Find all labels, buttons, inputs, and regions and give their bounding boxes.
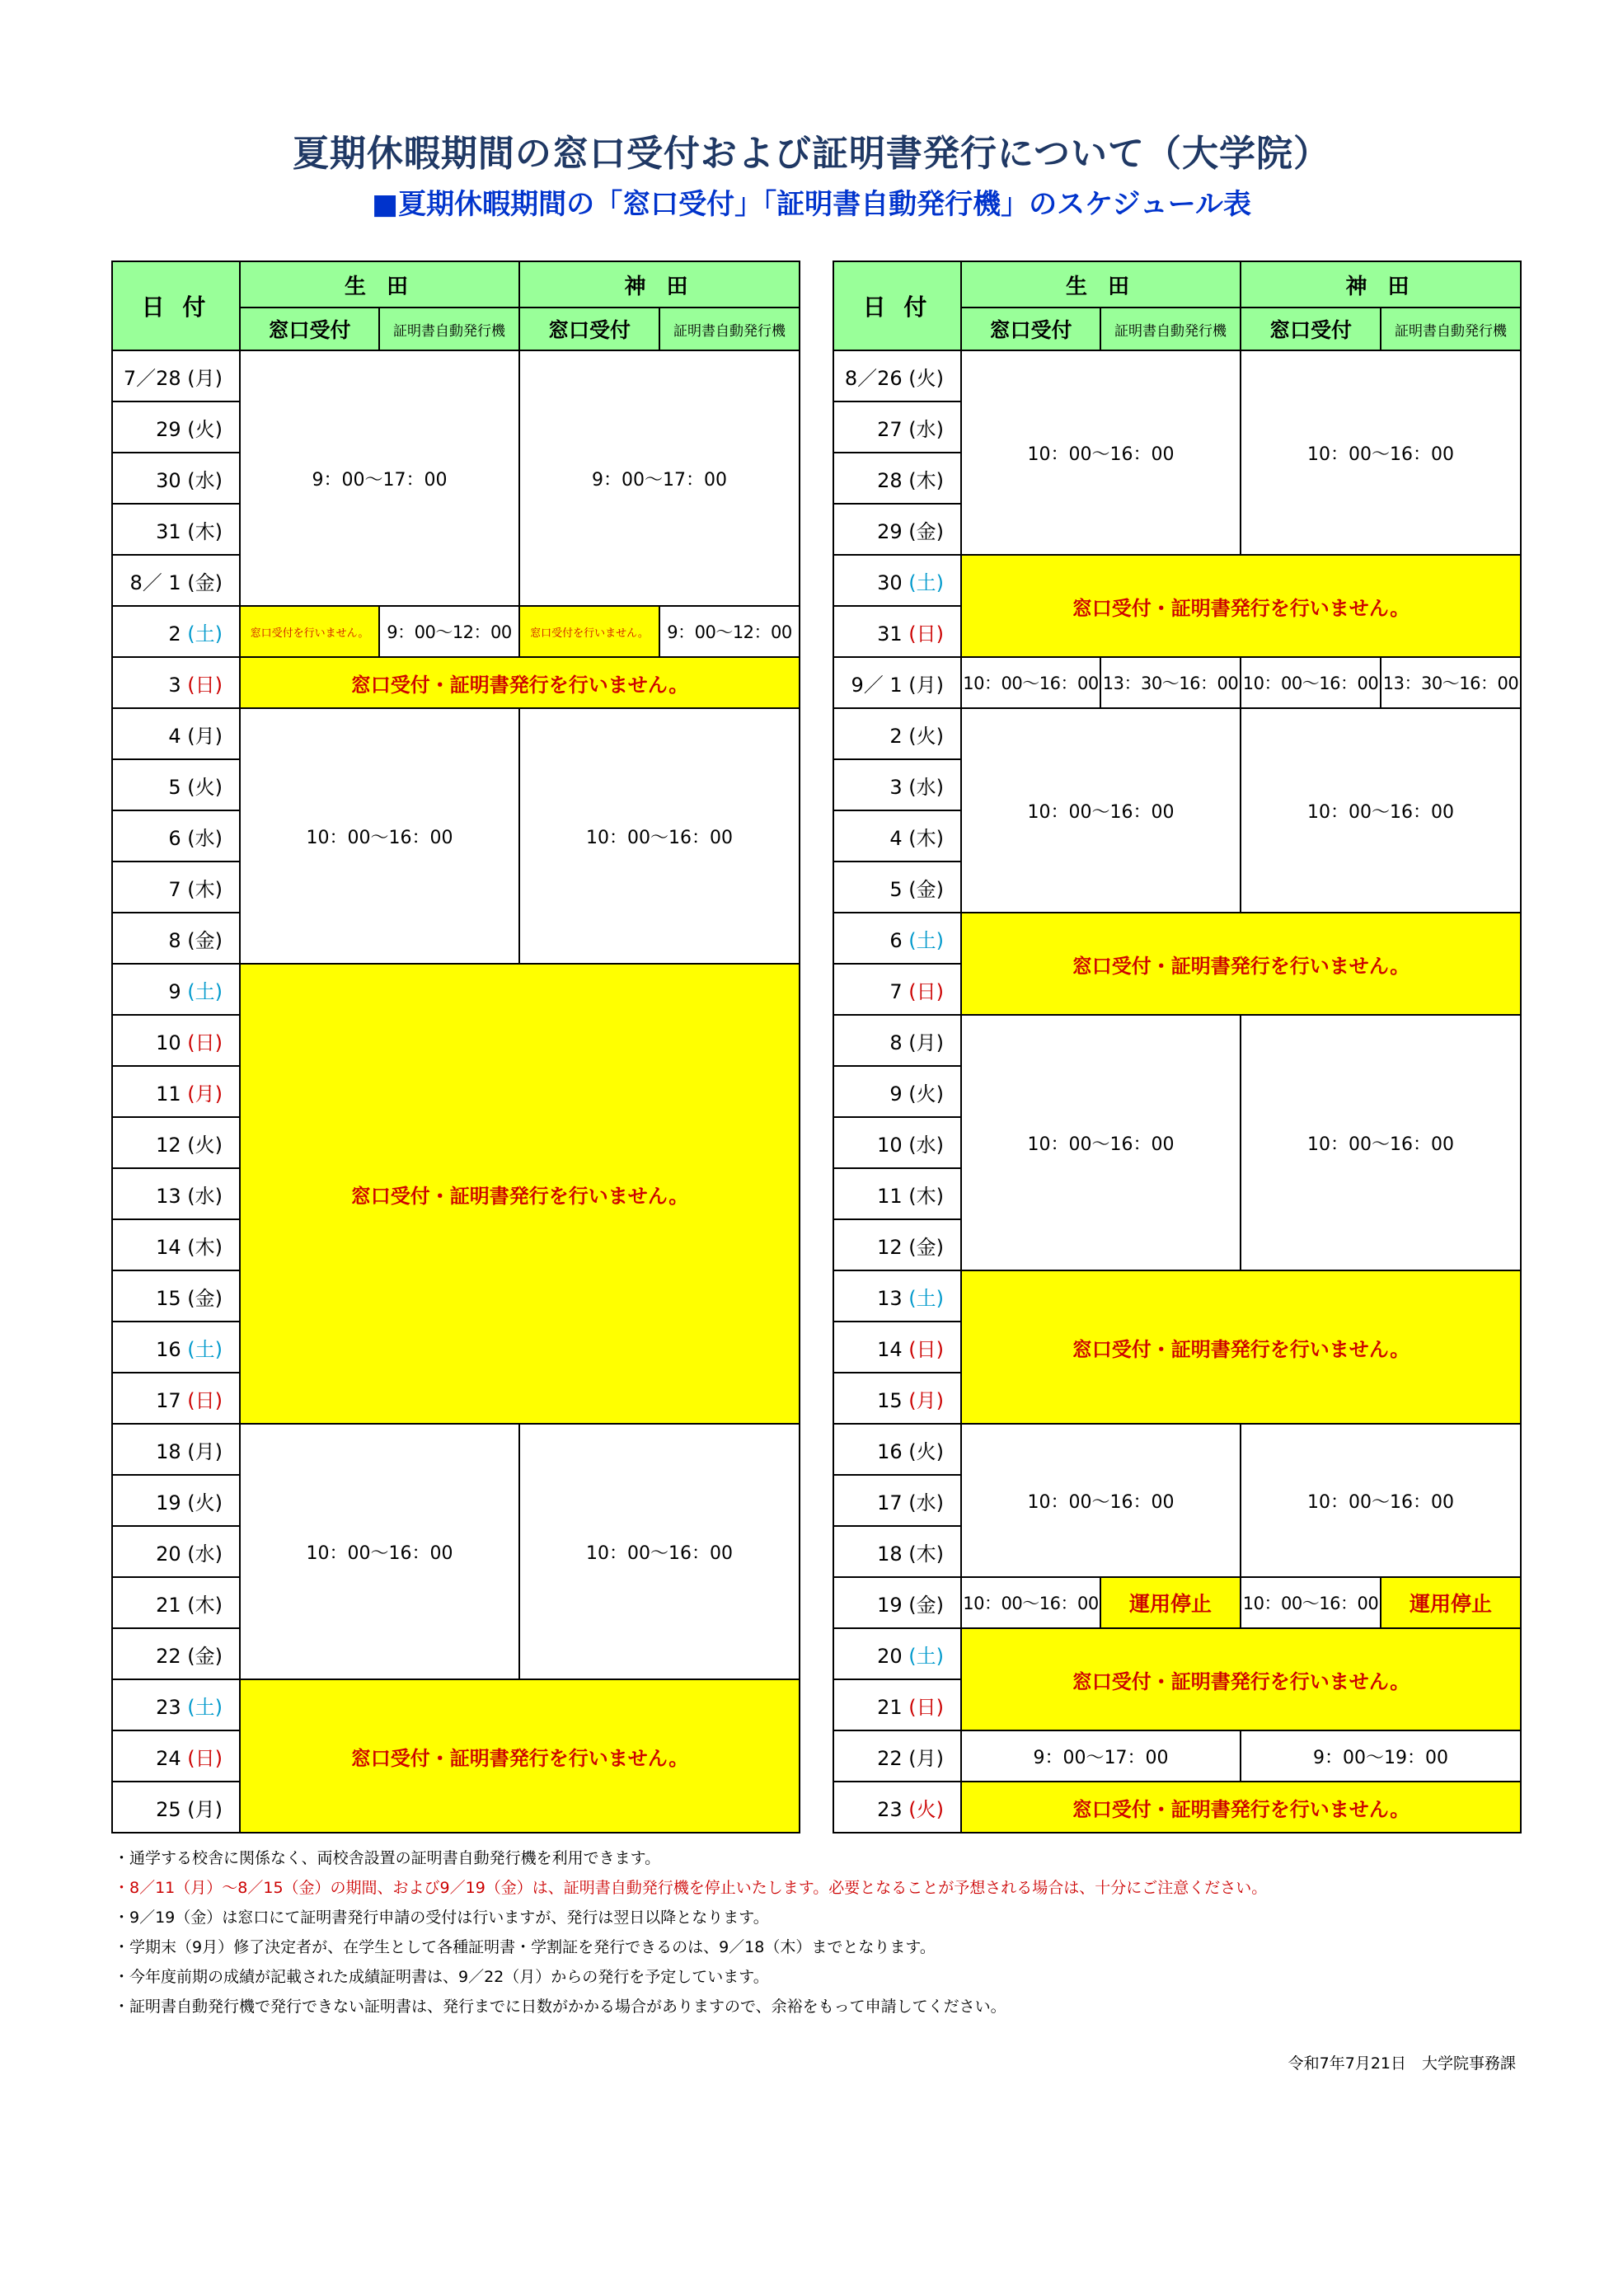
date-weekday: (水) [908, 1133, 944, 1157]
date-day: 19 [877, 1593, 909, 1617]
date-cell [833, 862, 961, 913]
date-day: 20 [877, 1644, 909, 1668]
date-weekday: (金) [908, 1593, 944, 1617]
closed-cell: 窓口受付・証明書発行を行いません。 [961, 1628, 1521, 1730]
date-weekday: (月) [908, 1388, 944, 1412]
header-window-ikuta: 窓口受付 [961, 308, 1100, 350]
schedule-cell-ikuta: 10：00～16：00 [961, 350, 1241, 555]
date-day: 30 [156, 468, 188, 492]
date-cell [833, 504, 961, 555]
date-cell [833, 555, 961, 606]
date-cell [112, 1782, 240, 1833]
date-day: 7 [889, 979, 909, 1003]
date-day: 15 [156, 1286, 188, 1310]
date-weekday: (水) [908, 1491, 944, 1514]
schedule-cell-ikuta: 10：00～16：00 [961, 1424, 1241, 1577]
date-day: 6 [168, 826, 188, 850]
date-day: 12 [877, 1235, 909, 1259]
date-day: 19 [156, 1491, 188, 1514]
date-weekday: (月) [187, 1439, 223, 1463]
closed-cell: 窓口受付・証明書発行を行いません。 [961, 1270, 1521, 1424]
date-cell [112, 606, 240, 657]
date-weekday: (日) [187, 1746, 223, 1770]
date-cell [112, 964, 240, 1015]
date-day: 29 [877, 519, 909, 543]
date-weekday: (金) [908, 519, 944, 543]
date-day: 13 [877, 1286, 909, 1310]
date-weekday: (木) [187, 1593, 223, 1617]
date-day: 17 [156, 1388, 188, 1412]
date-day: 31 [156, 519, 188, 543]
date-weekday: (水) [187, 826, 223, 850]
date-cell [833, 1628, 961, 1679]
schedule-cell-kanda: 10：00～16：00 [1241, 1015, 1521, 1270]
date-weekday: (土) [187, 622, 223, 646]
date-day: 10 [156, 1031, 188, 1054]
date-day: 8 [889, 1031, 909, 1054]
closed-cell: 窓口受付・証明書発行を行いません。 [961, 555, 1521, 657]
date-cell [833, 1015, 961, 1066]
schedule-cell-ikuta: 10：00～16：00 [961, 708, 1241, 913]
note-item: ・証明書自動発行機で発行できない証明書は、発行までに日数がかかる場合がありますので、余裕をもって申請してください。 [114, 1998, 1006, 2016]
date-cell [833, 1219, 961, 1270]
date-day: 30 [877, 570, 909, 594]
date-weekday: (木) [908, 468, 944, 492]
date-cell [112, 453, 240, 504]
date-weekday: (月) [187, 724, 223, 748]
header-campus-kanda: 神 田 [1241, 261, 1521, 308]
date-weekday: (日) [908, 979, 944, 1003]
date-day: 29 [156, 417, 188, 441]
note-item: ・学期末（9月）修了決定者が、在学生として各種証明書・学割証を発行できるのは、9／18（木）までとなります。 [114, 1938, 936, 1956]
note-item: ・9／19（金）は窓口にて証明書発行申請の受付は行いますが、発行は翌日以降となります。 [114, 1909, 769, 1927]
note-item: ・通学する校舎に関係なく、両校舎設置の証明書自動発行機を利用できます。 [114, 1849, 661, 1867]
date-weekday: (火) [187, 1133, 223, 1157]
date-weekday: (木) [187, 877, 223, 901]
date-day: 12 [156, 1133, 188, 1157]
date-cell [833, 1730, 961, 1782]
date-day: 7／28 [123, 366, 188, 390]
date-cell [112, 1219, 240, 1270]
date-day: 3 [168, 673, 188, 697]
machine-cell-ikuta: 13：30～16：00 [1100, 657, 1241, 708]
date-cell [112, 1475, 240, 1526]
date-day: 24 [156, 1746, 188, 1770]
date-cell [112, 1679, 240, 1730]
date-weekday: (水) [187, 1184, 223, 1208]
schedule-cell-kanda: 10：00～16：00 [1241, 1424, 1521, 1577]
date-weekday: (金) [908, 1235, 944, 1259]
date-weekday: (土) [187, 1337, 223, 1361]
date-weekday: (火) [908, 1797, 944, 1821]
date-cell [833, 1782, 961, 1833]
date-weekday: (月) [908, 1746, 944, 1770]
closed-cell: 窓口受付・証明書発行を行いません。 [961, 1782, 1521, 1833]
date-weekday: (金) [187, 1286, 223, 1310]
date-weekday: (土) [908, 1286, 944, 1310]
date-day: 23 [156, 1695, 188, 1719]
no-window-cell-ikuta: 窓口受付を行いません。 [240, 606, 379, 657]
date-day: 17 [877, 1491, 909, 1514]
date-day: 23 [877, 1797, 909, 1821]
date-day: 4 [889, 826, 909, 850]
date-weekday: (月) [187, 366, 223, 390]
date-cell [112, 555, 240, 606]
schedule-cell-kanda: 10：00～16：00 [519, 708, 800, 964]
machine-cell-ikuta: 9：00～12：00 [379, 606, 519, 657]
date-day: 31 [877, 622, 909, 646]
date-day: 10 [877, 1133, 909, 1157]
closed-cell: 窓口受付・証明書発行を行いません。 [240, 964, 800, 1424]
schedule-cell-kanda: 10：00～16：00 [1241, 708, 1521, 913]
date-weekday: (木) [187, 519, 223, 543]
date-day: 13 [156, 1184, 188, 1208]
date-cell [112, 1373, 240, 1424]
header-window-ikuta: 窓口受付 [240, 308, 379, 350]
date-day: 27 [877, 417, 909, 441]
date-day: 16 [877, 1439, 909, 1463]
page-title: 夏期休暇期間の窓口受付および証明書発行について（大学院） [292, 133, 1331, 175]
date-cell [833, 913, 961, 964]
schedule-cell-kanda: 10：00～16：00 [1241, 350, 1521, 555]
date-cell [833, 964, 961, 1015]
date-weekday: (火) [908, 1439, 944, 1463]
date-day: 4 [168, 724, 188, 748]
date-weekday: (日) [187, 1388, 223, 1412]
date-weekday: (日) [187, 1031, 223, 1054]
date-day: 8 [168, 928, 188, 952]
header-window-kanda: 窓口受付 [1241, 308, 1381, 350]
date-cell [112, 1526, 240, 1577]
date-cell [112, 1270, 240, 1322]
machine-cell-kanda: 9：00～12：00 [659, 606, 800, 657]
schedule-cell-ikuta: 10：00～16：00 [240, 708, 519, 964]
header-date: 日 付 [833, 261, 961, 350]
date-cell [833, 1066, 961, 1117]
date-day: 22 [156, 1644, 188, 1668]
date-day: 14 [156, 1235, 188, 1259]
header-window-kanda: 窓口受付 [519, 308, 659, 350]
date-day: 21 [156, 1593, 188, 1617]
window-cell-kanda: 10：00～16：00 [1241, 1577, 1381, 1628]
closed-cell: 窓口受付・証明書発行を行いません。 [240, 1679, 800, 1833]
date-weekday: (火) [187, 1491, 223, 1514]
date-cell [833, 1526, 961, 1577]
schedule-cell-ikuta: 9：00～17：00 [961, 1730, 1241, 1782]
date-day: 11 [156, 1082, 188, 1106]
date-weekday: (金) [187, 928, 223, 952]
date-cell [112, 1117, 240, 1168]
window-cell-ikuta: 10：00～16：00 [961, 657, 1100, 708]
header-machine-ikuta: 証明書自動発行機 [379, 308, 519, 350]
note-item: ・今年度前期の成績が記載された成績証明書は、9／22（月）からの発行を予定しています。 [114, 1968, 769, 1986]
date-cell [112, 1168, 240, 1219]
closed-cell: 窓口受付・証明書発行を行いません。 [240, 657, 800, 708]
date-weekday: (日) [908, 1695, 944, 1719]
date-cell [112, 810, 240, 862]
date-cell [833, 759, 961, 810]
date-cell [112, 1730, 240, 1782]
date-day: 15 [877, 1388, 909, 1412]
header-campus-ikuta: 生 田 [240, 261, 519, 308]
date-cell [833, 1577, 961, 1628]
date-cell [112, 504, 240, 555]
date-cell [112, 759, 240, 810]
date-weekday: (火) [908, 724, 944, 748]
date-cell [833, 708, 961, 759]
date-weekday: (木) [187, 1235, 223, 1259]
date-weekday: (月) [187, 1797, 223, 1821]
date-weekday: (土) [908, 1644, 944, 1668]
date-weekday: (土) [908, 570, 944, 594]
date-cell [112, 1628, 240, 1679]
date-weekday: (日) [908, 1337, 944, 1361]
date-weekday: (木) [908, 1542, 944, 1566]
header-date: 日 付 [112, 261, 240, 350]
closed-cell: 窓口受付・証明書発行を行いません。 [961, 913, 1521, 1015]
date-cell [833, 1168, 961, 1219]
date-weekday: (日) [187, 673, 223, 697]
date-weekday: (金) [187, 570, 223, 594]
date-day: 3 [889, 775, 909, 799]
header-machine-kanda: 証明書自動発行機 [659, 308, 800, 350]
date-day: 2 [168, 622, 188, 646]
date-cell [112, 1322, 240, 1373]
date-day: 9 [889, 1082, 909, 1106]
date-cell [112, 657, 240, 708]
date-cell [833, 1373, 961, 1424]
date-weekday: (金) [908, 877, 944, 901]
date-weekday: (水) [187, 1542, 223, 1566]
date-day: 18 [156, 1439, 188, 1463]
date-day: 11 [877, 1184, 909, 1208]
date-weekday: (水) [908, 417, 944, 441]
header-machine-kanda: 証明書自動発行機 [1381, 308, 1521, 350]
date-weekday: (日) [908, 622, 944, 646]
date-weekday: (月) [908, 1031, 944, 1054]
date-day: 21 [877, 1695, 909, 1719]
header-campus-ikuta: 生 田 [961, 261, 1241, 308]
date-cell [112, 1066, 240, 1117]
date-cell [833, 606, 961, 657]
machine-stopped-cell-kanda: 運用停止 [1381, 1577, 1521, 1628]
date-day: 16 [156, 1337, 188, 1361]
date-day: 14 [877, 1337, 909, 1361]
date-cell [833, 1270, 961, 1322]
date-weekday: (月) [187, 1082, 223, 1106]
date-weekday: (土) [187, 1695, 223, 1719]
date-weekday: (火) [187, 775, 223, 799]
date-cell [833, 401, 961, 453]
machine-stopped-cell-ikuta: 運用停止 [1100, 1577, 1241, 1628]
schedule-table-right [833, 261, 1522, 1834]
date-day: 5 [889, 877, 909, 901]
schedule-cell-ikuta: 10：00～16：00 [240, 1424, 519, 1679]
date-cell [833, 350, 961, 401]
no-window-cell-kanda: 窓口受付を行いません。 [519, 606, 659, 657]
schedule-cell-kanda: 9：00～17：00 [519, 350, 800, 606]
date-cell [112, 350, 240, 401]
date-cell [833, 1322, 961, 1373]
date-cell [112, 401, 240, 453]
date-cell [833, 810, 961, 862]
date-cell [112, 913, 240, 964]
notes-list [114, 1843, 1267, 2021]
page-subtitle: ■夏期休暇期間の「窓口受付」「証明書自動発行機」のスケジュール表 [371, 188, 1252, 221]
schedule-cell-ikuta: 10：00～16：00 [961, 1015, 1241, 1270]
machine-cell-kanda: 13：30～16：00 [1381, 657, 1521, 708]
note-item-warning: ・8／11（月）～8／15（金）の期間、および9／19（金）は、証明書自動発行機を停止いたします。必要となることが予想される場合は、十分にご注意ください。 [114, 1879, 1268, 1897]
date-day: 8／ 1 [129, 570, 188, 594]
date-day: 9 [168, 979, 188, 1003]
date-weekday: (火) [908, 366, 944, 390]
date-day: 20 [156, 1542, 188, 1566]
date-cell [833, 1679, 961, 1730]
date-cell [833, 657, 961, 708]
date-day: 5 [168, 775, 188, 799]
issuer-footer: 令和7年7月21日 大学院事務課 [1288, 2054, 1516, 2073]
date-cell [112, 1577, 240, 1628]
date-day: 6 [889, 928, 909, 952]
date-cell [833, 1475, 961, 1526]
date-day: 9／ 1 [851, 673, 909, 697]
date-weekday: (土) [908, 928, 944, 952]
date-day: 8／26 [844, 366, 909, 390]
date-cell [833, 1117, 961, 1168]
schedule-cell-kanda: 10：00～16：00 [519, 1424, 800, 1679]
header-machine-ikuta: 証明書自動発行機 [1100, 308, 1241, 350]
date-weekday: (火) [187, 417, 223, 441]
date-weekday: (金) [187, 1644, 223, 1668]
schedule-cell-ikuta: 9：00～17：00 [240, 350, 519, 606]
date-weekday: (木) [908, 1184, 944, 1208]
date-cell [112, 1424, 240, 1475]
date-weekday: (火) [908, 1082, 944, 1106]
date-cell [112, 862, 240, 913]
date-day: 7 [168, 877, 188, 901]
date-cell [833, 1424, 961, 1475]
schedule-cell-kanda: 9：00～19：00 [1241, 1730, 1521, 1782]
date-cell [112, 1015, 240, 1066]
date-cell [112, 708, 240, 759]
schedule-table-left [111, 261, 800, 1834]
date-weekday: (水) [908, 775, 944, 799]
window-cell-kanda: 10：00～16：00 [1241, 657, 1381, 708]
window-cell-ikuta: 10：00～16：00 [961, 1577, 1100, 1628]
header-campus-kanda: 神 田 [519, 261, 800, 308]
date-day: 2 [889, 724, 909, 748]
date-day: 18 [877, 1542, 909, 1566]
date-cell [833, 453, 961, 504]
date-day: 22 [877, 1746, 909, 1770]
date-day: 25 [156, 1797, 188, 1821]
date-weekday: (水) [187, 468, 223, 492]
date-weekday: (土) [187, 979, 223, 1003]
date-weekday: (月) [908, 673, 944, 697]
date-day: 28 [877, 468, 909, 492]
date-weekday: (木) [908, 826, 944, 850]
